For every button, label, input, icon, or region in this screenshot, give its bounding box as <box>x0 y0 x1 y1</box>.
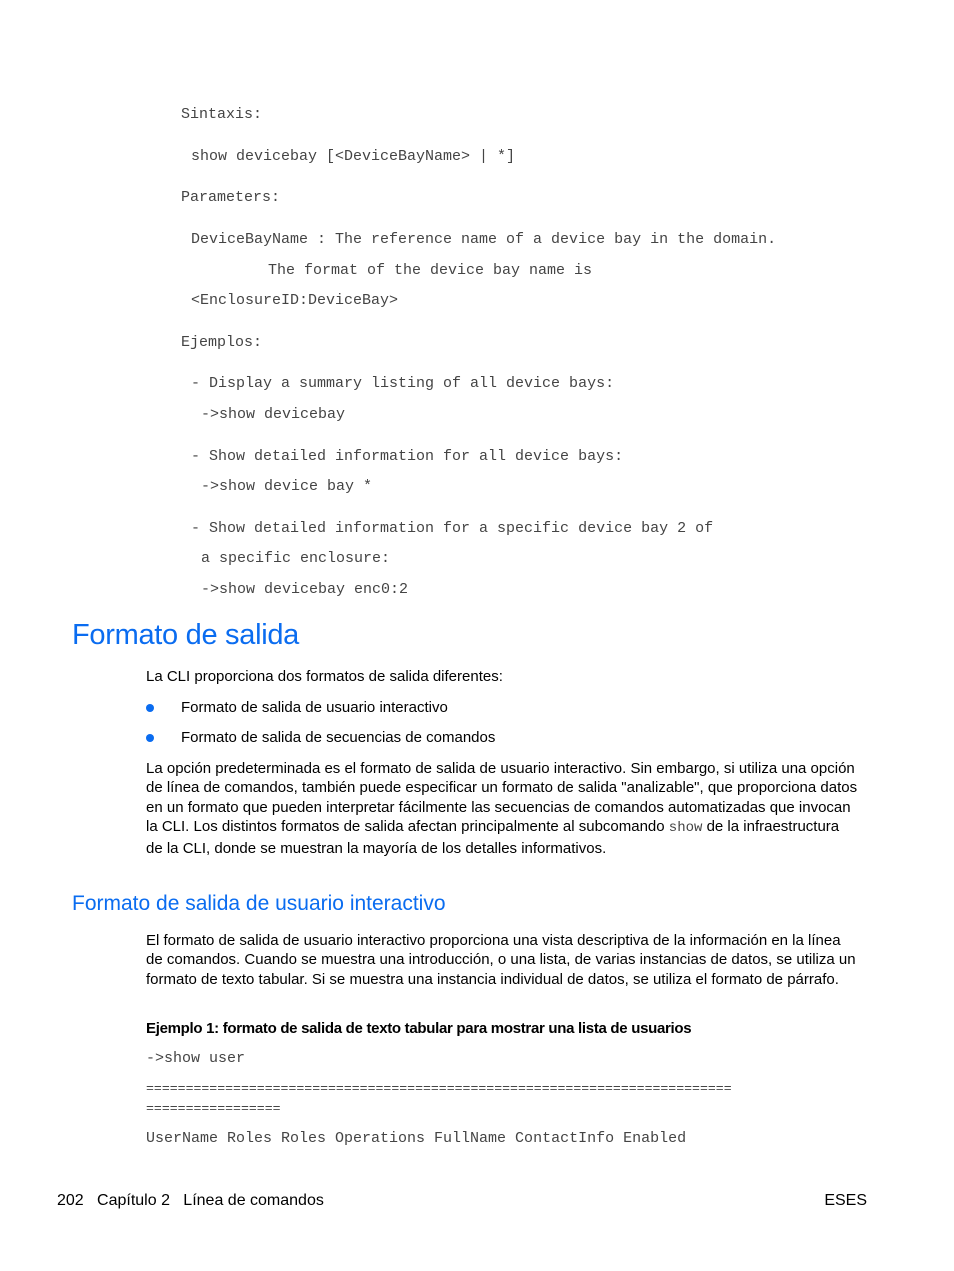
code-show-user: ->show user <box>146 1050 246 1067</box>
subsection-paragraph: El formato de salida de usuario interactivo proporciona una vista descriptiva de la información en la línea de comandos. Cuando se muestra una introducción, o una lista, de varias instancias de datos, se utiliza un formato de texto tabular. Si se muestra una instancia individual de datos, se utiliza el formato de párrafo. <box>146 932 856 988</box>
code-example-3-desc-cont: a specific enclosure: <box>201 550 391 567</box>
list-item-text: Formato de salida de usuario interactivo <box>181 699 448 716</box>
code-rule-line-2: ================= <box>146 1101 281 1116</box>
code-example-3-desc: - Show detailed information for a specific device bay 2 of <box>191 520 714 537</box>
inline-code-show: show <box>668 820 703 837</box>
code-example-2-cmd: ->show device bay * <box>201 478 373 495</box>
code-example-3-cmd: ->show devicebay enc0:2 <box>201 581 409 598</box>
code-rule-line-1: ========================================================================== <box>146 1081 732 1096</box>
subsection-title: Formato de salida de usuario interactivo <box>72 892 446 915</box>
list-item-text: Formato de salida de secuencias de comandos <box>181 729 496 746</box>
example-caption: Ejemplo 1: formato de salida de texto tabular para mostrar una lista de usuarios <box>146 1020 692 1037</box>
code-parameters-label: Parameters: <box>181 189 281 206</box>
paragraph-text-after-code: de la infraestructura de la CLI, donde se muestran la mayoría de los detalles informativos. <box>146 818 840 857</box>
section-title: Formato de salida <box>72 619 300 651</box>
code-example-1-cmd: ->show devicebay <box>201 406 346 423</box>
code-example-1-desc: - Display a summary listing of all device bays: <box>191 375 615 392</box>
section-paragraph <box>146 759 858 858</box>
bullet-icon <box>146 734 154 742</box>
code-param-line-3: <EnclosureID:DeviceBay> <box>191 292 399 309</box>
code-table-header: UserName Roles Roles Operations FullName ContactInfo Enabled <box>146 1130 687 1147</box>
code-param-line-2: The format of the device bay name is <box>268 262 593 279</box>
section-intro: La CLI proporciona dos formatos de salida diferentes: <box>146 668 503 685</box>
paragraph-text-before-code: La opción predeterminada es el formato de salida de usuario interactivo. Sin embargo, si utiliza una opción de línea de comandos, también puede especificar un formato de salida "analizable", que proporciona datos en un formato que pueden interpretar fácilmente las secuencias de comandos automatizadas que invocan la CLI. Los distintos formatos de salida afectan principalmente al subcomando <box>146 760 858 836</box>
code-sintaxis-label: Sintaxis: <box>181 106 263 123</box>
page-footer-locale: ESES <box>824 1192 867 1209</box>
bullet-icon <box>146 704 154 712</box>
page-footer-chapter: 202 Capítulo 2 Línea de comandos <box>57 1192 324 1209</box>
code-param-line-1: DeviceBayName : The reference name of a device bay in the domain. <box>191 231 777 248</box>
code-example-2-desc: - Show detailed information for all device bays: <box>191 448 624 465</box>
code-syntax-line: show devicebay [<DeviceBayName> | *] <box>191 148 516 165</box>
code-ejemplos-label: Ejemplos: <box>181 334 263 351</box>
